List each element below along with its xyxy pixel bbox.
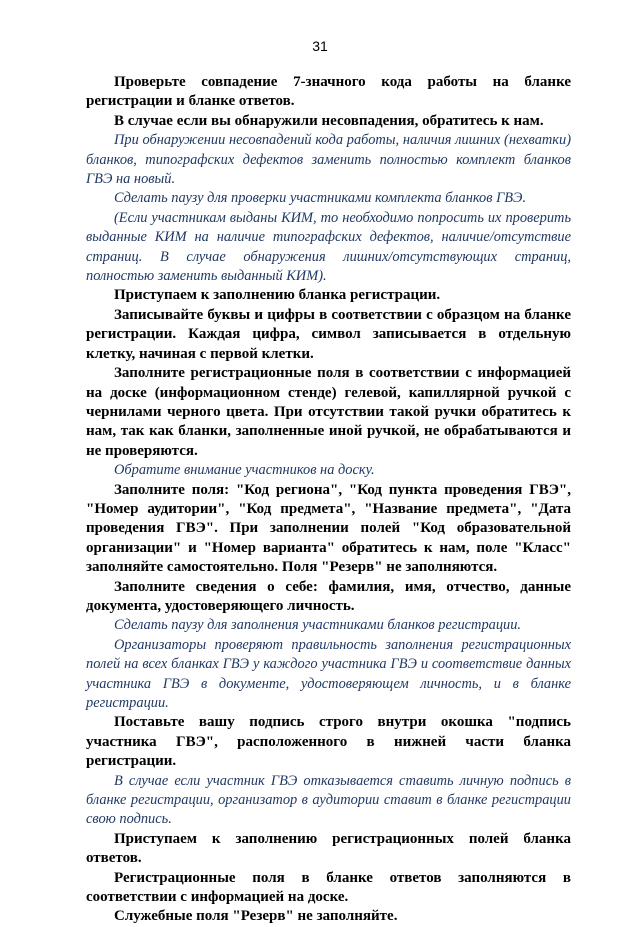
document-body [86, 73, 571, 927]
paragraph-kim-check-note: (Если участникам выданы КИМ, то необходимо попросить их проверить выданные КИМ на наличие типографских дефектов, наличие/отсутствие страниц. В случае обнаружения лишних/отсутствующих страниц, полностью заменить выданный КИМ). [86, 209, 571, 285]
paragraph-replace-forms-note: При обнаружении несовпадений кода работы, наличия лишних (нехватки) бланков, типографских дефектов заменить полностью комплект бланков ГВЭ на новый. [86, 132, 571, 188]
paragraph-signature-refusal-note: В случае если участник ГВЭ отказывается ставить личную подпись в бланке регистрации, организатор в аудитории ставит в бланке регистрации свою подпись. [86, 772, 571, 828]
paragraph-pause-registration-note: Сделать паузу для заполнения участниками бланков регистрации. [114, 617, 522, 634]
paragraph-fill-registration-fields: Заполните регистрационные поля в соответствии с информацией на доске (информационном стенде) гелевой, капиллярной ручкой с чернилами черного цвета. При отсутствии такой ручки обратитесь к нам, так как бланки, заполненные иной ручкой, не обрабатываются и не проверяются. [86, 365, 571, 459]
page-number: 31 [312, 38, 328, 54]
paragraph-write-by-sample: Записывайте буквы и цифры в соответствии с образцом на бланке регистрации. Каждая цифра, символ записывается в отдельную клетку, начиная с первой клетки. [86, 306, 571, 362]
paragraph-pause-check-note: Сделать паузу для проверки участниками комплекта бланков ГВЭ. [114, 190, 527, 207]
paragraph-organizers-check-note: Организаторы проверяют правильность заполнения регистрационных полей на всех бланках ГВЭ у каждого участника ГВЭ и соответствие данных участника ГВЭ в документе, удостоверяющем личность, и в бланке регистрации. [86, 636, 571, 711]
paragraph-board-attention-note: Обратите внимание участников на доску. [114, 462, 375, 479]
paragraph-personal-info: Заполните сведения о себе: фамилия, имя, отчество, данные документа, удостоверяющего личность. [86, 578, 571, 614]
paragraph-fill-fields-list: Заполните поля: "Код региона", "Код пункта проведения ГВЭ", "Номер аудитории", "Код предмета", "Название предмета", "Дата проведения ГВЭ". При заполнении полей "Код образовательной организации" и "Номер варианта" обратитесь к нам, поле "Класс" заполняйте самостоятельно. Поля "Резерв" не заполняются. [86, 481, 571, 576]
paragraph-signature: Поставьте вашу подпись строго внутри окошка "подпись участника ГВЭ", расположенного в нижней части бланка регистрации. [86, 714, 571, 770]
paragraph-check-code: Проверьте совпадение 7-значного кода работы на бланке регистрации и бланке ответов. [86, 74, 571, 110]
paragraph-start-registration: Приступаем к заполнению бланка регистрации. [114, 287, 441, 304]
paragraph-answer-form-fields: Регистрационные поля в бланке ответов заполняются в соответствии с информацией на доске. [86, 869, 571, 906]
paragraph-reserve-fields: Служебные поля "Резерв" не заполняйте. [114, 908, 398, 925]
paragraph-mismatch-contact: В случае если вы обнаружили несовпадения, обратитесь к нам. [114, 112, 544, 129]
paragraph-start-answer-form: Приступаем к заполнению регистрационных полей бланка ответов. [86, 830, 571, 867]
